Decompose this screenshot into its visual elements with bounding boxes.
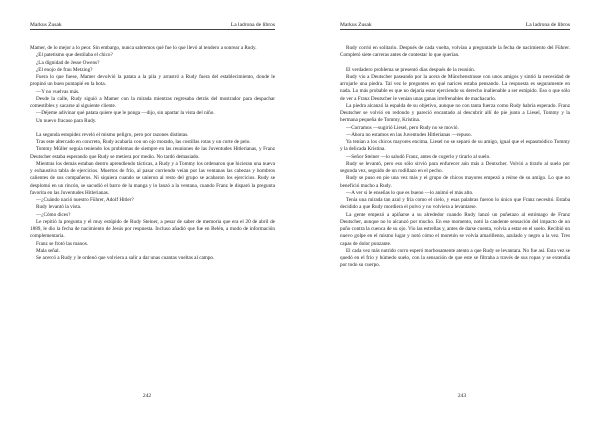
paragraph: Se acercó a Rudy y le ordenó que volviera a salir a dar unas cuantas vueltas al campo. (36, 255, 215, 261)
paragraph: Mientras los demás estaban dentro aprendiendo tácticas, a Rudy y a Tommy los ordenaron que hicieran una nueva y exhaustiva tabla de ejercicios. Muertos de frío, al pasar corriendo veían por las ventanas las cabezas y hombros calientes de sus compañeros. Ni siquiera cuando se unieron al resto del grupo se acabaron los ejercicios. Rudy se desplomó en un rincón, se sacudió el barro de la manga y lo lanzó a la ventana, cuando Franz le disparó la pregunta favorita en las Juventudes Hitlerianas. (30, 160, 275, 196)
paragraph: Rudy se levantó, pero eso sólo sirvió para enfurecer aún más a Deutscher. Volvió a tirarlo al suelo por segunda vez, seguido de un rodillazo en el pecho. (340, 160, 570, 174)
paragraph: Tommy Müller seguía teniendo los problemas de siempre en las reuniones de las Juventudes Hitlerianas, y Franz Deutscher estaba esperando que Rudy se metiera por medio. No tardó demasiado. (30, 146, 275, 160)
paragraph: —A ver si le enseñas lo que es bueno —lo animó el más alto. (346, 189, 474, 196)
header-title: La ladrona de libros (230, 22, 275, 28)
paragraph: Franz se frotó las manos. (36, 240, 89, 247)
header-author: Markus Zusak (30, 22, 62, 28)
page-number: 242 (142, 393, 152, 399)
paragraph: Tenía una mirada tan azul y fría como el cielo, y esas palabras fueron lo único que Franz necesitó. Estaba decidido a que Rudy mordiera el polvo y no volviera a levantarse. (340, 197, 570, 211)
paragraph: El cada vez más nutrido corro esperó morbosamente atento a que Rudy se levantara. No fue así. Esta vez se quedó en el frío y húmedo suelo, con la sensación de que este se filtraba a través de sus ropas y se extendía por todo su cuerpo. (340, 247, 570, 269)
paragraph: Fuera lo que fuese, Mamer devolvió la patata a la pila y arrastró a Rudy fuera del establecimiento, donde le propinó un buen puntapié en la bota. (30, 74, 275, 88)
paragraph: Desde la calle, Rudy siguió a Mamer con la mirada mientras regresaba detrás del mostrador para despachar comestibles y sacarse al siguiente cliente. (30, 95, 275, 109)
paragraph: La gente empezó a apiñarse a su alrededor cuando Rudy lanzó un puñetazo al estómago de Franz Deutscher, aunque no lo alcanzó por mucho. En ese momento, notó la candente sensación del impacto de un puño contra la cuenca de su ojo. Vio las estrellas y, antes de darse cuenta, volvía a estar en el suelo. Recibió un nuevo golpe en el mismo lugar y notó cómo el moretón se volvía amarillento, azulado y negro a la vez. Tres capas de dolor punzante. (340, 211, 570, 247)
page-body (340, 45, 570, 270)
paragraph: —¿Cómo dices? (36, 211, 71, 218)
paragraph: —Señor Steiner —lo saludó Franz, antes de cogerlo y tirarlo al suelo. (346, 153, 491, 160)
paragraph: Rudy vio a Deutscher paseando por la acera de Münchenstrasse con unos amigos y sintió la necesidad de arrojarle una piedra. Tal vez le preguntes en qué narices estaba pensando. La respuesta es seguramente en nada. Lo más probable es que no dejaría estar ejerciendo su derecho inalienable a ser estúpido. Eso o que sólo de ver a Franz Deutscher le venían unas ganas irrefrenables de machacarlo. (340, 73, 570, 102)
paragraph: —Déjeme adivinar qué patata quiere que le ponga —dijo, sin apartar la vista del niño. (36, 110, 215, 117)
paragraph: Mala señal. (36, 247, 60, 254)
paragraph: ¿El enojo de frau Metzing? (36, 66, 93, 73)
paragraph: Le repitió la pregunta y el muy estúpido de Rudy Steiner, a pesar de saber de memoria que era el 20 de abril de 1889, le dio la fecha de nacimiento de Jesús por respuesta. Incluso añadió que fue en Belén, a modo de información complementaria. (30, 218, 275, 240)
paragraph: —Y no vuelvas más. (36, 88, 80, 95)
paragraph: La segunda estupidez reveló el mismo peligro, pero por razones distintas. (36, 131, 189, 138)
paragraph: Un nuevo fracaso para Rudy. (36, 117, 97, 124)
running-header (30, 22, 275, 30)
paragraph: El verdadero problema se presentó días después de la reunión. (346, 66, 476, 73)
paragraph: Rudy corrió en solitario. Después de cada vuelta, volvían a preguntarle la fecha de nacimiento del Führer. Completó siete carreras antes de contestar lo que querían. (340, 45, 570, 59)
paragraph: ¿La dignidad de Jesse Owens? (36, 59, 100, 66)
page-number: 243 (457, 393, 467, 399)
paragraph: Mamer, de lo mejor a lo peor. Sin embargo, nunca sabremos qué fue lo que llevó al tendero a sonrear a Rudy. (30, 45, 257, 51)
paragraph: Tras este altercado en concreto, Rudy acabaría con un ojo morado, las costillas rotas y un corte de pelo. (36, 139, 251, 145)
paragraph: —¿Cuándo nació nuestro Führer, Adolf Hitler? (36, 197, 134, 203)
header-author: Markus Zusak (340, 22, 372, 28)
paragraph: —Ahora no estamos en las Juventudes Hitlerianas —repuso. (346, 131, 472, 138)
paragraph: Ya tenían a los chicos mayores encima. Liesel no se separó de su amigo, igual que el espasmódico Tommy y la delicada Kristina. (340, 139, 570, 153)
running-header (340, 22, 570, 30)
paragraph: Rudy se puso en pie una vez más y el grupo de chicos mayores empezó a reírse de su amigo. Lo que no benefició mucho a Rudy. (340, 175, 570, 189)
paragraph: —Corramos —sugirió Liesel, pero Rudy no se movió. (346, 124, 459, 131)
header-title: La ladrona de libros (525, 22, 570, 28)
right-page (300, 0, 600, 424)
paragraph: La piedra alcanzó la espalda de su objetivo, aunque no con tanta fuerza como Rudy habría esperado. Franz Deutscher se volvió en redondo y pareció encantado al descubrir allí de pie junto a Liesel, Tommy y la hermana pequeña de Tommy, Kristina. (340, 102, 570, 124)
paragraph: Rudy levantó la vista. (36, 204, 82, 211)
paragraph: ¿El patetismo que destilaba el chico? (36, 52, 113, 59)
page-body (30, 45, 275, 262)
